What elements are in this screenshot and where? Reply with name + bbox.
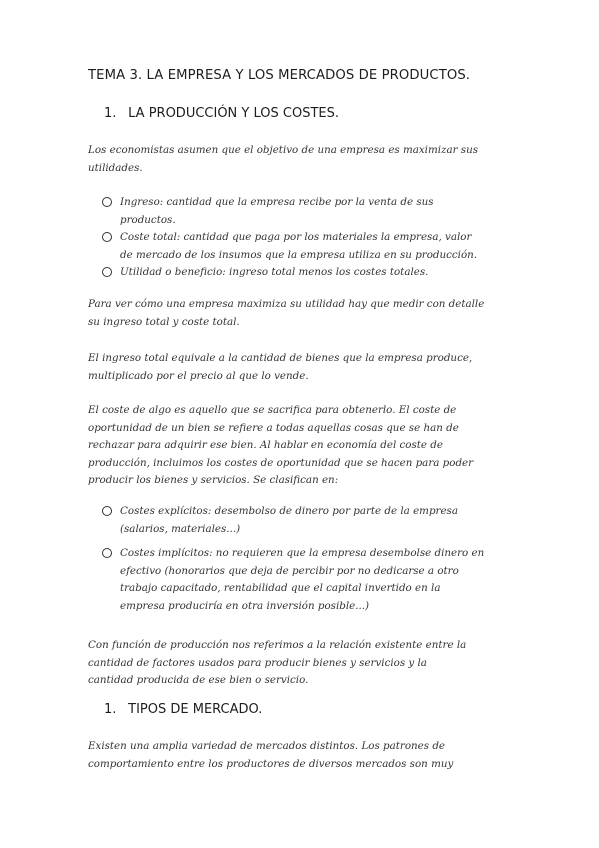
paragraph-line: Con función de producción nos referimos a la relación existente entre la	[88, 639, 467, 651]
paragraph-line: rechazar para adquirir ese bien. Al hablar en economía del coste de	[88, 439, 443, 451]
circle-bullet-icon	[102, 197, 112, 207]
paragraph-line: producir los bienes y servicios. Se clasifican en:	[88, 474, 339, 486]
paragraph-line: su ingreso total y coste total.	[88, 315, 240, 328]
document-title: TEMA 3. LA EMPRESA Y LOS MERCADOS DE PRODUCTOS.	[88, 68, 471, 83]
paragraph-line: multiplicado por el precio al que lo vende.	[88, 369, 309, 382]
circle-bullet-icon	[102, 232, 112, 242]
section-title: LA PRODUCCIÓN Y LOS COSTES.	[128, 106, 339, 121]
paragraph-line: El ingreso total equivale a la cantidad de bienes que la empresa produce,	[88, 352, 473, 364]
circle-bullet-icon	[102, 267, 112, 277]
paragraph-funcion-produccion	[88, 637, 466, 690]
paragraph-coste	[88, 402, 473, 490]
list-item-costes-explicitos: Costes explícitos: desembolso de dinero por parte de la empresa (salarios, materiales...)	[104, 503, 458, 538]
paragraph-line: producción, incluimos los costes de oportunidad que se hacen para poder	[88, 456, 474, 469]
paragraph-line: cantidad de factores usados para producir bienes y servicios y la	[88, 656, 427, 669]
section-number: 1.	[104, 106, 117, 121]
paragraph-line: comportamiento entre los productores de diversos mercados son muy	[88, 757, 454, 770]
paragraph-line: Los economistas asumen que el objetivo de una empresa es maximizar sus	[88, 144, 478, 156]
circle-bullet-icon	[102, 506, 112, 516]
paragraph-ingreso-total	[88, 350, 472, 385]
paragraph-line: El coste de algo es aquello que se sacrifica para obtenerlo. El coste de	[88, 404, 457, 416]
list-item-ingreso: Ingreso: cantidad que la empresa recibe por la venta de sus productos.	[104, 194, 434, 229]
paragraph-line: utilidades.	[88, 161, 143, 174]
section-heading-mercados	[104, 702, 262, 717]
list-item-utilidad: Utilidad o beneficio: ingreso total menos los costes totales.	[104, 264, 428, 282]
paragraph-intro	[88, 142, 478, 177]
section-title: TIPOS DE MERCADO.	[128, 702, 263, 717]
list-item-coste-total: Coste total: cantidad que paga por los materiales la empresa, valor de mercado de los insumos que la empresa utiliza en su producción.	[104, 229, 477, 264]
circle-bullet-icon	[102, 548, 112, 558]
paragraph-line: Existen una amplia variedad de mercados distintos. Los patrones de	[88, 740, 446, 752]
list-item-costes-implicitos: Costes implícitos: no requieren que la empresa desembolse dinero en efectivo (honorarios que deja de percibir por no dedicarse a otro trabajo capacitado, rentabilidad que el capital invertido en la empresa produciría en otra inversión posible...)	[104, 545, 484, 615]
paragraph-maximize	[88, 296, 484, 331]
paragraph-line: Para ver cómo una empresa maximiza su utilidad hay que medir con detalle	[88, 298, 485, 310]
section-number: 1.	[104, 702, 117, 717]
paragraph-line: cantidad producida de ese bien o servicio.	[88, 674, 309, 686]
section-heading-production	[104, 106, 339, 121]
paragraph-tipos-mercado	[88, 738, 453, 773]
paragraph-line: oportunidad de un bien se refiere a todas aquellas cosas que se han de	[88, 421, 459, 434]
